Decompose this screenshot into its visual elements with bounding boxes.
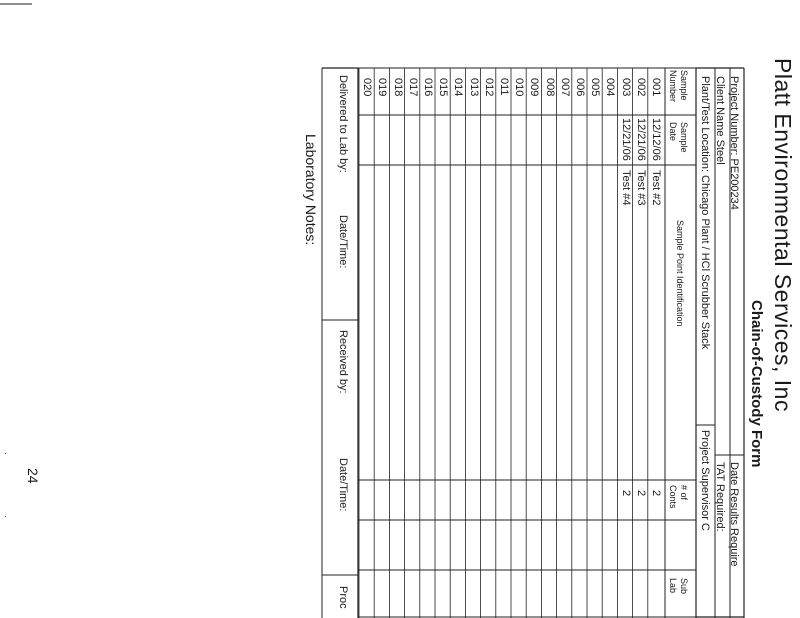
project-number-label: Project Number: PE200234 xyxy=(728,76,740,210)
cell-sample-point: Test #4 xyxy=(619,170,632,206)
cell-container-count: 2 xyxy=(650,490,662,497)
project-supervisor-label: Project Supervisor C xyxy=(699,430,711,531)
cell-sample-number: 019 xyxy=(376,78,389,97)
tat-required-label: TAT Required: xyxy=(714,462,726,532)
cell-sample-number: 001 xyxy=(650,78,662,97)
cell-sample-number: 008 xyxy=(543,78,556,97)
cell-container-count: 2 xyxy=(619,490,632,497)
cell-sample-number: 005 xyxy=(589,78,602,97)
delivered-datetime-label: Date/Time: xyxy=(337,215,349,269)
sample-number-header-line1: Sample xyxy=(679,70,689,101)
cell-sample-number: 007 xyxy=(558,78,571,97)
cell-sample-number: 012 xyxy=(482,78,495,97)
sub-lab-header-line1: Sub xyxy=(679,578,689,595)
sample-number-header-line2: Number xyxy=(668,70,678,103)
cell-sample-number: 015 xyxy=(437,78,450,97)
proc-label: Proc xyxy=(337,586,349,609)
date-results-required-label: Date Results Require xyxy=(728,462,740,567)
cell-sample-date: 12/12/06 xyxy=(650,118,662,161)
cell-sample-number: 006 xyxy=(574,78,586,97)
scan-speck: · xyxy=(1,515,11,518)
delivered-by-label: Delivered to Lab by: xyxy=(337,75,349,173)
cell-sample-point: Test #3 xyxy=(634,170,647,206)
cell-sample-number: 002 xyxy=(634,78,647,97)
form-title: Chain-of-Custody Form xyxy=(748,300,765,468)
sub-lab-header-line2: Lab xyxy=(668,578,678,594)
cell-sample-number: 013 xyxy=(467,78,480,97)
page-number: 24 xyxy=(25,468,41,484)
sample-date-header-line2: Date xyxy=(668,122,678,142)
containers-header-line1: # of xyxy=(679,485,689,501)
cell-sample-number: 009 xyxy=(528,78,541,97)
cell-sample-number: 017 xyxy=(406,78,419,97)
client-name-label: Client Name Steel xyxy=(714,76,726,165)
sample-point-header: Sample Point Identification xyxy=(675,220,685,327)
sample-date-header-line1: Sample xyxy=(679,122,689,153)
cell-sample-date: 12/21/06 xyxy=(619,118,632,161)
cell-sample-number: 011 xyxy=(498,78,510,96)
company-name: Platt Environmental Services, Inc xyxy=(770,58,796,412)
cell-sample-number: 004 xyxy=(604,78,617,97)
cell-sample-date: 12/21/06 xyxy=(634,118,647,161)
laboratory-notes-label: Laboratory Notes: xyxy=(303,134,319,246)
received-by-label: Received by: xyxy=(337,330,349,394)
containers-header-line2: Conts xyxy=(668,485,678,509)
cell-sample-number: 014 xyxy=(452,78,465,97)
scan-speck: · xyxy=(1,452,11,455)
cell-sample-number: 016 xyxy=(422,78,434,97)
cell-sample-number: 010 xyxy=(513,78,526,97)
cell-sample-point: Test #2 xyxy=(650,170,662,206)
cell-container-count: 2 xyxy=(634,490,647,497)
cell-sample-number: 003 xyxy=(619,78,632,97)
cell-sample-number: 020 xyxy=(361,78,374,97)
plant-location-label: Plant/Test Location: Chicago Plant / HCl Scrubber Stack xyxy=(699,76,711,350)
cell-sample-number: 018 xyxy=(391,78,404,97)
received-datetime-label: Date/Time: xyxy=(337,458,349,512)
